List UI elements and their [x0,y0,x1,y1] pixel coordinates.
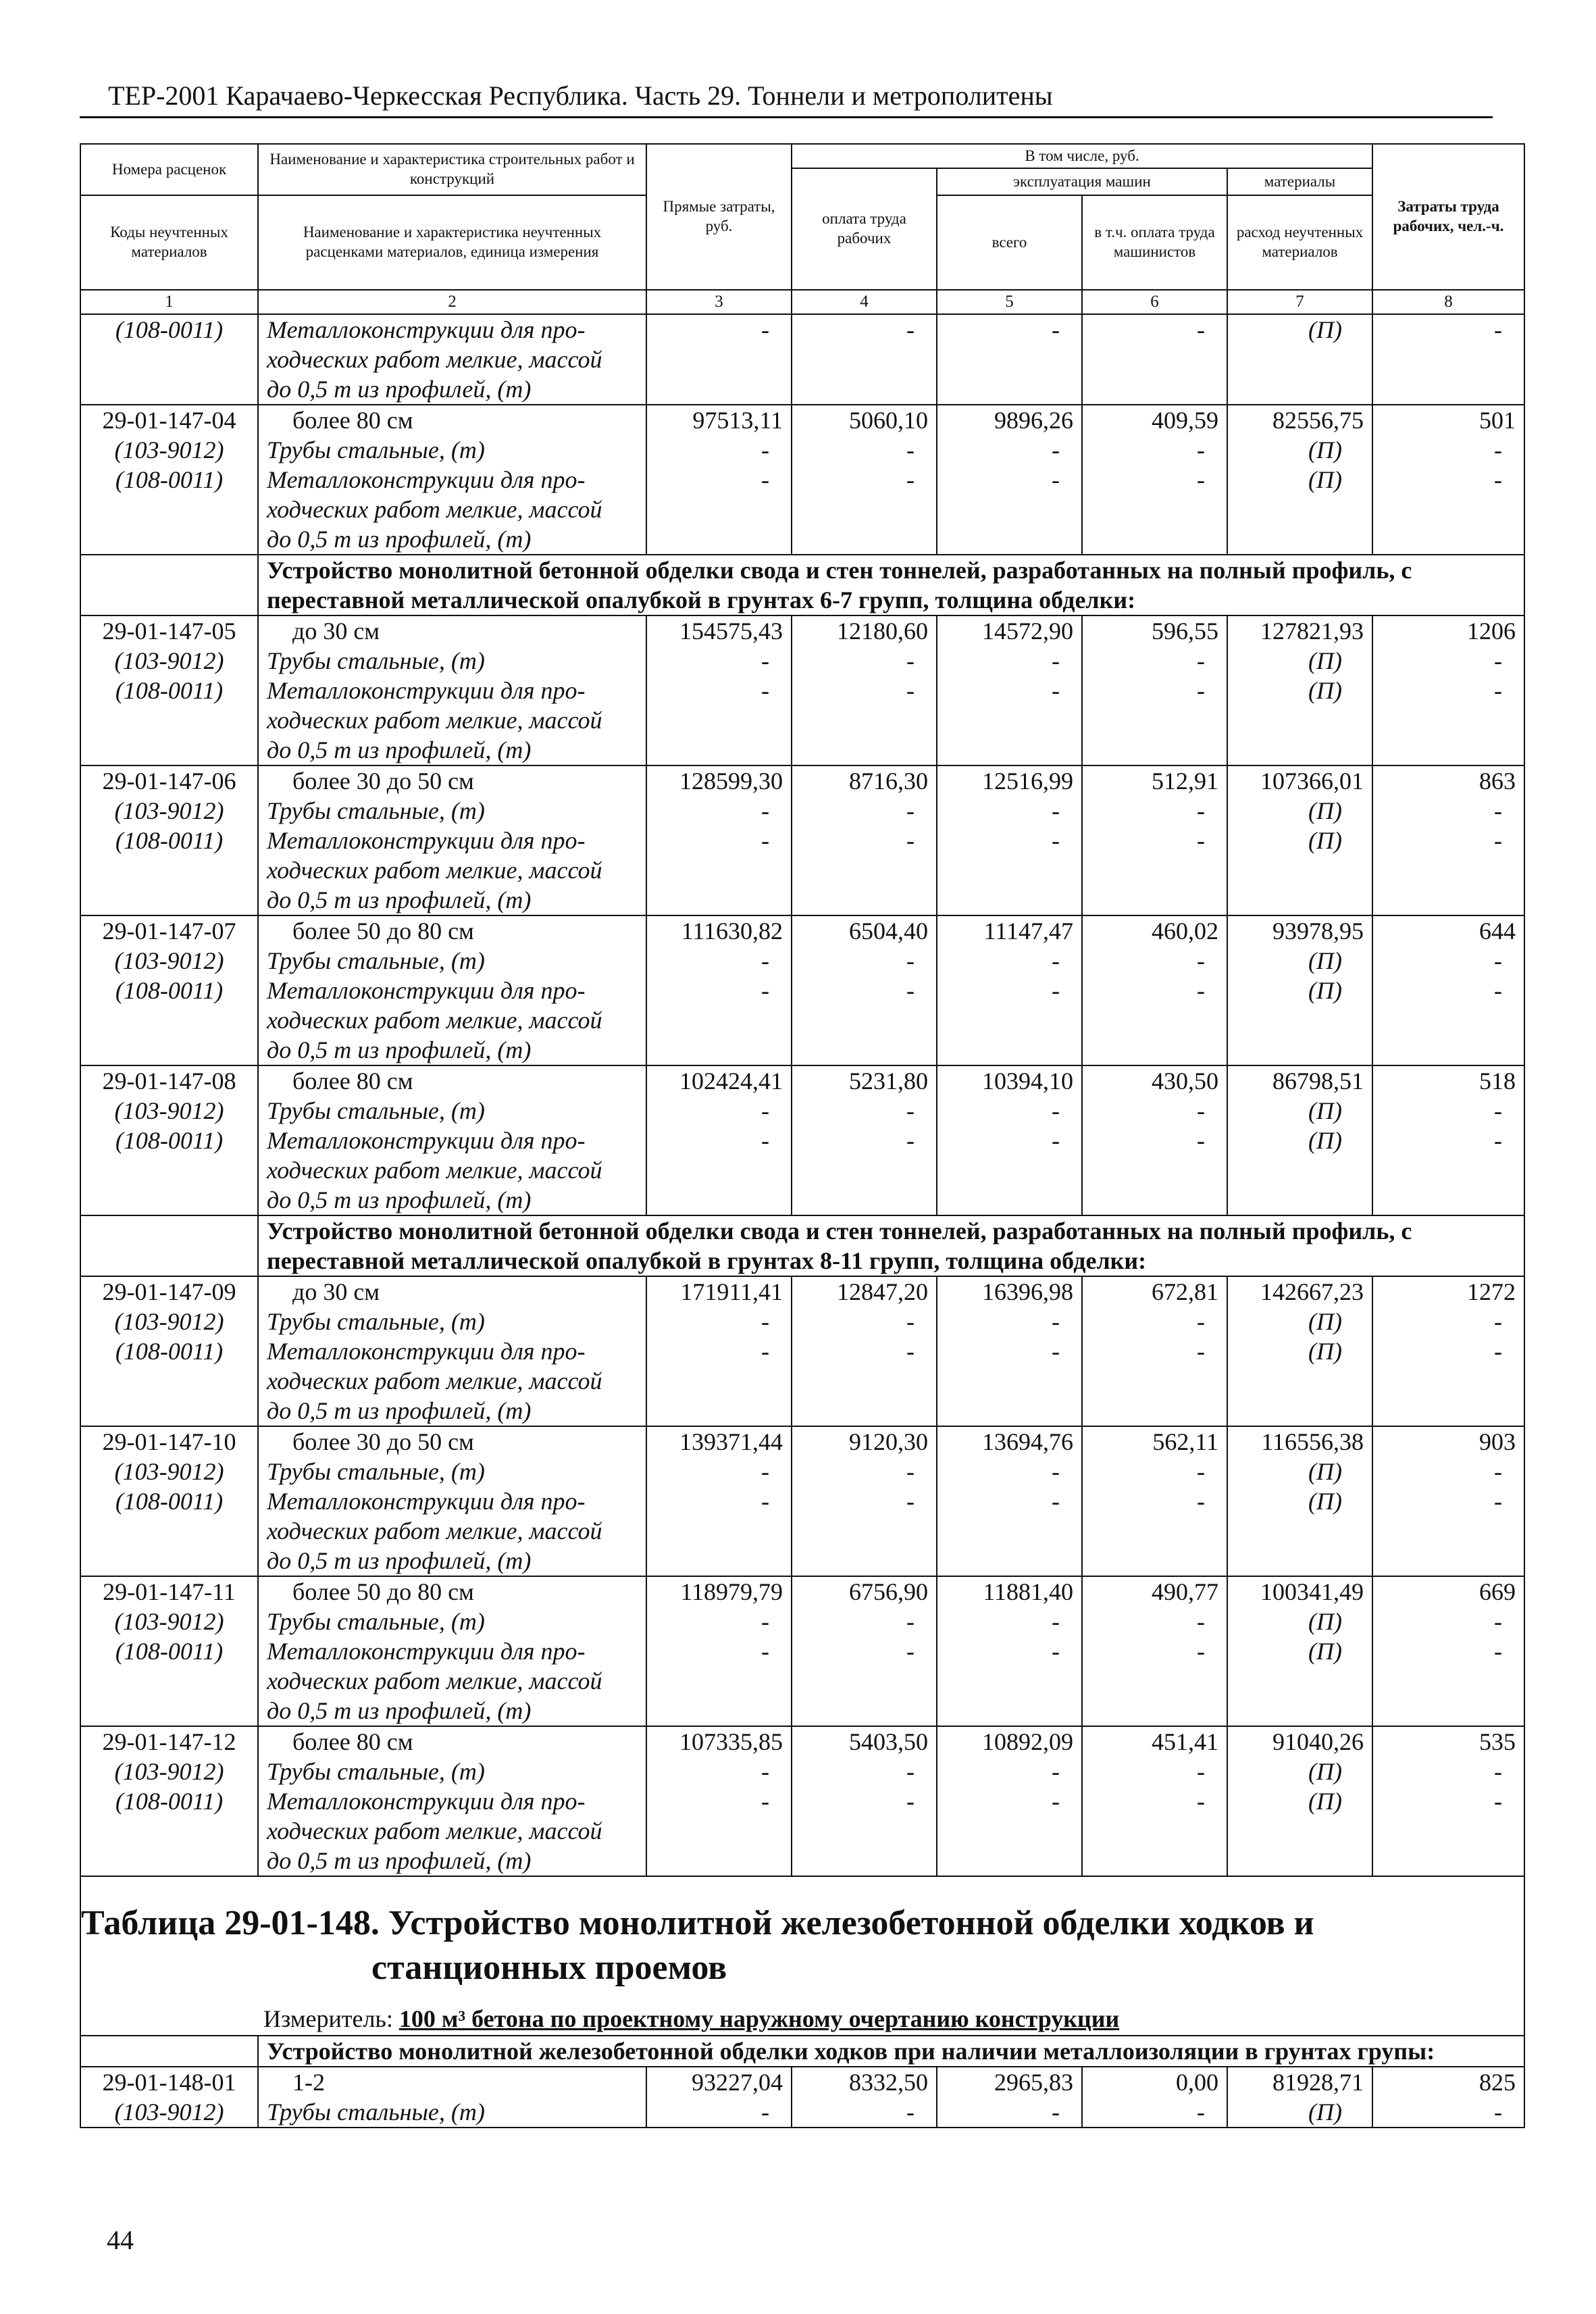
table-row: (108-0011) Металлоконструкции для про- ходческих работ мелкие, массой до 0,5 т из профилей, (т) - - - - (П) - [80,1786,1524,1876]
col-num-6: 6 [1082,290,1227,314]
table-row: (108-0011) Металлоконструкции для про- ходческих работ мелкие, массой до 0,5 т из профилей, (т) - - - - (П) - [80,465,1524,555]
table-row: (103-9012) Трубы стальные, (т) - - - - (П) - [80,2097,1524,2128]
section-title: Устройство монолитной бетонной обделки свода и стен тоннелей, разработанных на полный профиль, с переставной металлической опалубкой в грунтах 8-11 групп, толщина обделки: [258,1215,1524,1276]
rate-row-147-07: 29-01-147-07 более 50 до 80 см 111630,82 6504,40 11147,47 460,02 93978,95 644 [80,915,1524,946]
section-title: Устройство монолитной бетонной обделки свода и стен тоннелей, разработанных на полный профиль, с переставной металлической опалубкой в грунтах 6-7 групп, толщина обделки: [258,555,1524,615]
table-row: (108-0011) Металлоконструкции для про- ходческих работ мелкие, массой до 0,5 т из профилей, (т) - - - - (П) - [80,1126,1524,1215]
rate-row-147-10: 29-01-147-10 более 30 до 50 см 139371,44 9120,30 13694,76 562,11 116556,38 903 [80,1426,1524,1457]
rate-row-147-05: 29-01-147-05 до 30 см 154575,43 12180,60 14572,90 596,55 127821,93 1206 [80,615,1524,646]
material-code: (108-0011) [80,314,258,405]
rate-row-147-09: 29-01-147-09 до 30 см 171911,41 12847,20 16396,98 672,81 142667,23 1272 [80,1276,1524,1307]
table-row: (103-9012) Трубы стальные, (т) - - - - (П) - [80,796,1524,826]
section-heading-2 [80,1215,1524,1276]
hdr-col7: расход неучтенных материалов [1227,195,1372,290]
section-title: Устройство монолитной железобетонной обделки ходков при наличии металлоизоляции в грунтах групы: [258,2036,1524,2067]
hdr-col5: всего [937,195,1082,290]
table-row: (103-9012) Трубы стальные, (т) - - - - (П) - [80,1096,1524,1126]
page-header: ТЕР-2001 Карачаево-Черкесская Республика. Часть 29. Тоннели и метрополитены [108,80,1053,111]
hdr-col3: Прямые затраты, руб. [646,144,792,290]
hdr-materials: материалы [1227,168,1372,195]
table-row: (103-9012) Трубы стальные, (т) - - - - (П) - [80,946,1524,976]
hdr-col6: в т.ч. оплата труда машинистов [1082,195,1227,290]
table-row: (108-0011) Металлоконструкции для про- ходческих работ мелкие, массой до 0,5 т из профилей, (т) - - - - (П) - [80,1336,1524,1426]
hdr-machines: эксплуатация машин [937,168,1227,195]
col-num-2: 2 [258,290,646,314]
table-148-measure: Измеритель: 100 м³ бетона по проектному наружному очертанию конструкции [263,2005,1120,2032]
rate-row-147-12: 29-01-147-12 более 80 см 107335,85 5403,50 10892,09 451,41 91040,26 535 [80,1726,1524,1757]
section-heading-3 [80,2036,1524,2067]
rate-row-148-01: 29-01-148-01 1-2 93227,04 8332,50 2965,83 0,00 81928,71 825 [80,2067,1524,2097]
rate-row-147-04: 29-01-147-04 более 80 см 97513,11 5060,10 9896,26 409,59 82556,75 501 [80,405,1524,435]
hdr-col2-top: Наименование и характеристика строительных работ и конструкций [258,144,646,195]
header-rule [80,116,1493,118]
col-num-5: 5 [937,290,1082,314]
hdr-group: В том числе, руб. [792,144,1372,168]
table-148-header [80,1876,1524,2036]
rate-name: более 80 см [258,405,646,435]
col-num-3: 3 [646,290,792,314]
hdr-col8: Затраты труда рабочих, чел.-ч. [1372,144,1524,290]
page-number: 44 [107,2225,134,2255]
hdr-col1-top: Номера расценок [80,144,258,195]
hdr-col4: оплата труда рабочих [792,168,937,290]
col-num-8: 8 [1372,290,1524,314]
rate-row-147-06: 29-01-147-06 более 30 до 50 см 128599,30 8716,30 12516,99 512,91 107366,01 863 [80,765,1524,796]
col-num-1: 1 [80,290,258,314]
section-heading-1 [80,555,1524,615]
table-row: (108-0011) Металлоконструкции для про- ходческих работ мелкие, массой до 0,5 т из профилей, (т) - - - - (П) - [80,976,1524,1065]
table-row: (108-0011) Металлоконструкции для про- ходческих работ мелкие, массой до 0,5 т из профилей, (т) - - - - (П) - [80,1486,1524,1576]
rate-row-147-08: 29-01-147-08 более 80 см 102424,41 5231,80 10394,10 430,50 86798,51 518 [80,1065,1524,1096]
table-row: (103-9012) Трубы стальные, (т) - - - - (П) - [80,1607,1524,1636]
table-row: (103-9012) Трубы стальные, (т) - - - - (П) - [80,1307,1524,1336]
table-row: (108-0011) Металлоконструкции для про- ходческих работ мелкие, массой до 0,5 т из профилей, (т) - - - - (П) - [80,826,1524,915]
table-row: (108-0011) Металлоконструкции для про- ходческих работ мелкие, массой до 0,5 т из профилей, (т) - - - - (П) - [80,314,1524,405]
hdr-col2-bottom: Наименование и характеристика неучтенных расценками материалов, единица измерения [258,195,646,290]
table-row: (103-9012) Трубы стальные, (т) - - - - (П) - [80,435,1524,465]
rate-code: 29-01-147-04 [80,405,258,435]
table-row: (108-0011) Металлоконструкции для про- ходческих работ мелкие, массой до 0,5 т из профилей, (т) - - - - (П) - [80,1636,1524,1726]
hdr-col1-bottom: Коды неучтенных материалов [80,195,258,290]
table-row: (103-9012) Трубы стальные, (т) - - - - (П) - [80,1757,1524,1786]
col-num-4: 4 [792,290,937,314]
material-name: Металлоконструкции для про- ходческих работ мелкие, массой до 0,5 т из профилей, (т) [258,314,646,405]
rate-row-147-11: 29-01-147-11 более 50 до 80 см 118979,79 6756,90 11881,40 490,77 100341,49 669 [80,1576,1524,1607]
table-row: (103-9012) Трубы стальные, (т) - - - - (П) - [80,646,1524,676]
table-row: (108-0011) Металлоконструкции для про- ходческих работ мелкие, массой до 0,5 т из профилей, (т) - - - - (П) - [80,676,1524,765]
col-num-7: 7 [1227,290,1372,314]
table-row: (103-9012) Трубы стальные, (т) - - - - (П) - [80,1457,1524,1486]
table-148-title: Таблица 29-01-148. Устройство монолитной железобетонной обделки ходков и станционных проемов [81,1904,1314,1987]
rates-table [80,143,1525,2128]
